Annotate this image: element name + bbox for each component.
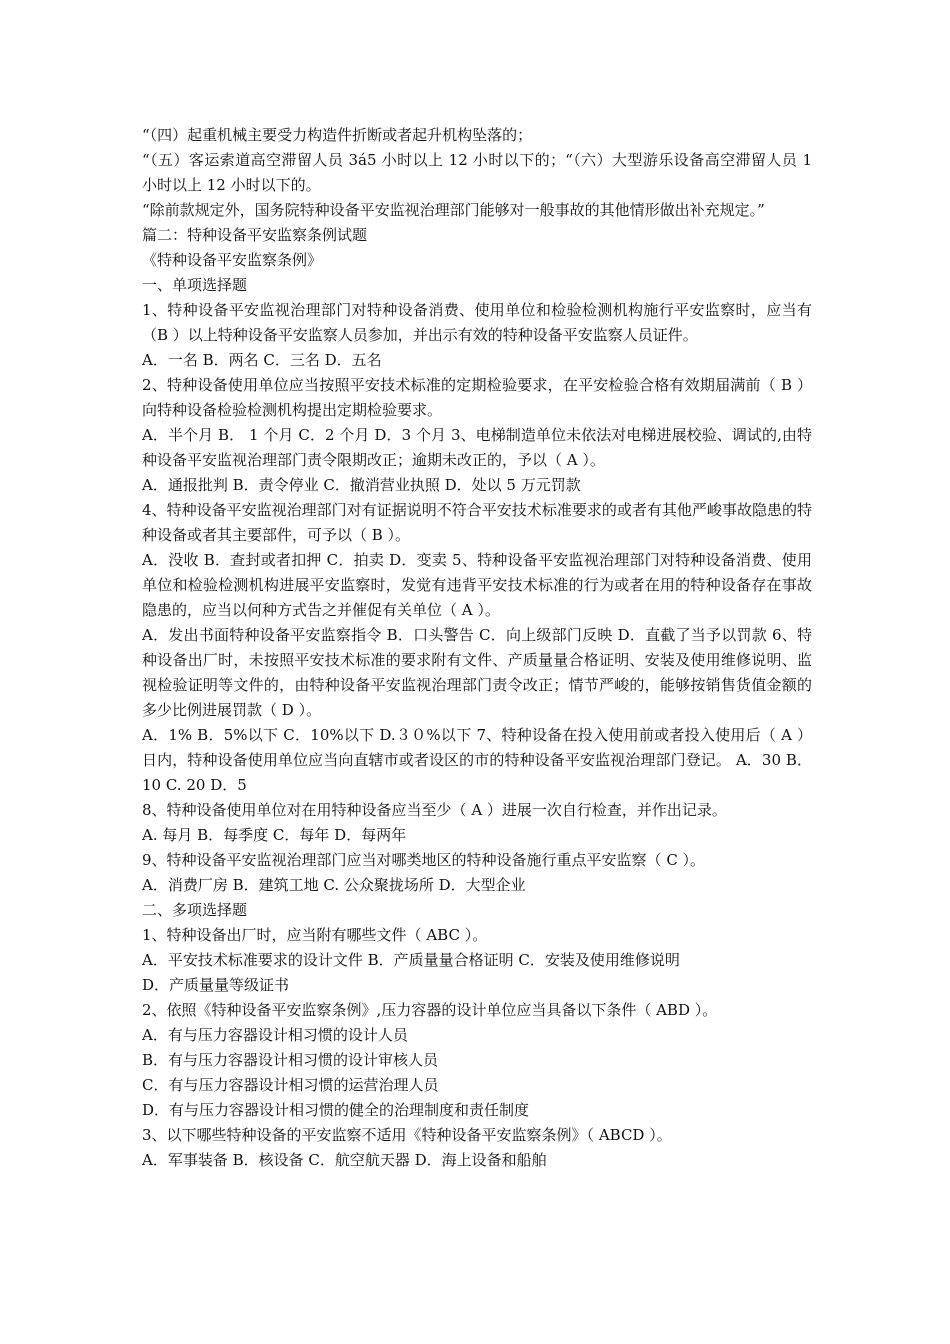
paragraph: “（四）起重机械主要受力构造件折断或者起升机构坠落的； xyxy=(142,126,533,144)
section-heading: 一、单项选择题 xyxy=(142,276,248,294)
answer-options: A．发出书面特种设备平安监察指令 B．口头警告 C．向上级部门反映 D．直截了当予以罚款 6、特种设备出厂时，未按照平安技术标准的要求附有文件、产质量量合格证明、安装及使用维修说明、监视检验证明等文件的，由特种设备平安监视治理部门责令改正；情节严峻的，能够按销售货值金额的多少比例进展罚款（ D ）。 xyxy=(142,626,812,719)
answer-options: A．平安技术标准要求的设计文件 B．产质量量合格证明 C．安装及使用维修说明 xyxy=(142,951,680,969)
document-title: 《特种设备平安监察条例》 xyxy=(142,251,323,269)
question: 3、以下哪些特种设备的平安监察不适用《特种设备平安监察条例》（ ABCD ）。 xyxy=(142,1126,672,1144)
answer-options: A．一名 B．两名 C．三名 D．五名 xyxy=(142,351,382,369)
answer-options: A. 每月 B．每季度 C．每年 D．每两年 xyxy=(142,826,407,844)
paragraph: “（五）客运索道高空滞留人员 3á5 小时以上 12 小时以下的；“（六）大型游乐设备高空滞留人员 1 小时以上 12 小时以下的。 xyxy=(142,151,812,194)
answer-options: A．1% B．5%以下 C．10%以下 D.３０%以下 7、特种设备在投入使用前或者投入使用后（ A ）日内，特种设备使用单位应当向直辖市或者设区的市的特种设备平安监视治理部门登记。 A．30 B．10 C. 20 D．5 xyxy=(142,726,812,794)
question: 8、特种设备使用单位对在用特种设备应当至少（ A ）进展一次自行检查，并作出记录。 xyxy=(142,801,727,819)
section-heading: 二、多项选择题 xyxy=(142,901,248,919)
answer-option: A．有与压力容器设计相习惯的设计人员 xyxy=(142,1026,408,1044)
question: 1、特种设备平安监视治理部门对特种设备消费、使用单位和检验检测机构施行平安监察时，应当有（B ）以上特种设备平安监察人员参加，并出示有效的特种设备平安监察人员证件。 xyxy=(142,301,812,344)
answer-option: B．有与压力容器设计相习惯的设计审核人员 xyxy=(142,1051,439,1069)
question: 9、特种设备平安监视治理部门应当对哪类地区的特种设备施行重点平安监察（ C ）。 xyxy=(142,851,706,869)
section-title: 篇二：特种设备平安监察条例试题 xyxy=(142,226,368,244)
question: 1、特种设备出厂时，应当附有哪些文件（ ABC ）。 xyxy=(142,926,488,944)
question: 2、依照《特种设备平安监察条例》,压力容器的设计单位应当具备以下条件（ ABD ）。 xyxy=(142,1001,718,1019)
answer-options: A．通报批判 B．责令停业 C．撤消营业执照 D．处以 5 万元罚款 xyxy=(142,476,581,494)
answer-options: A．消费厂房 B．建筑工地 C. 公众聚拢场所 D．大型企业 xyxy=(142,876,526,894)
answer-option: D．产质量量等级证书 xyxy=(142,976,290,994)
answer-option: D．有与压力容器设计相习惯的健全的治理制度和责任制度 xyxy=(142,1101,530,1119)
answer-options: A．没收 B．查封或者扣押 C．拍卖 D．变卖 5、特种设备平安监视治理部门对特种设备消费、使用单位和检验检测机构进展平安监察时，发觉有违背平安技术标准的行为或者在用的特种设备存在事故隐患的，应当以何种方式告之并催促有关单位（ A ）。 xyxy=(142,551,812,619)
paragraph: “除前款规定外，国务院特种设备平安监视治理部门能够对一般事故的其他情形做出补充规定。” xyxy=(142,201,765,219)
answer-option: C．有与压力容器设计相习惯的运营治理人员 xyxy=(142,1076,439,1094)
document-body xyxy=(142,123,812,1173)
question: 2、特种设备使用单位应当按照平安技术标准的定期检验要求，在平安检验合格有效期届满前（ B ）向特种设备检验检测机构提出定期检验要求。 xyxy=(142,376,812,419)
question: 4、特种设备平安监视治理部门对有证据说明不符合平安技术标准要求的或者有其他严峻事故隐患的特种设备或者其主要部件，可予以（ B ）。 xyxy=(142,501,812,544)
answer-options: A．军事装备 B．核设备 C．航空航天器 D．海上设备和船舶 xyxy=(142,1151,547,1169)
answer-options: A．半个月 B． 1 个月 C．2 个月 D．3 个月 3、电梯制造单位未依法对电梯进展校验、调试的,由特种设备平安监视治理部门责令限期改正；逾期未改正的，予以（ A ）。 xyxy=(142,426,812,469)
